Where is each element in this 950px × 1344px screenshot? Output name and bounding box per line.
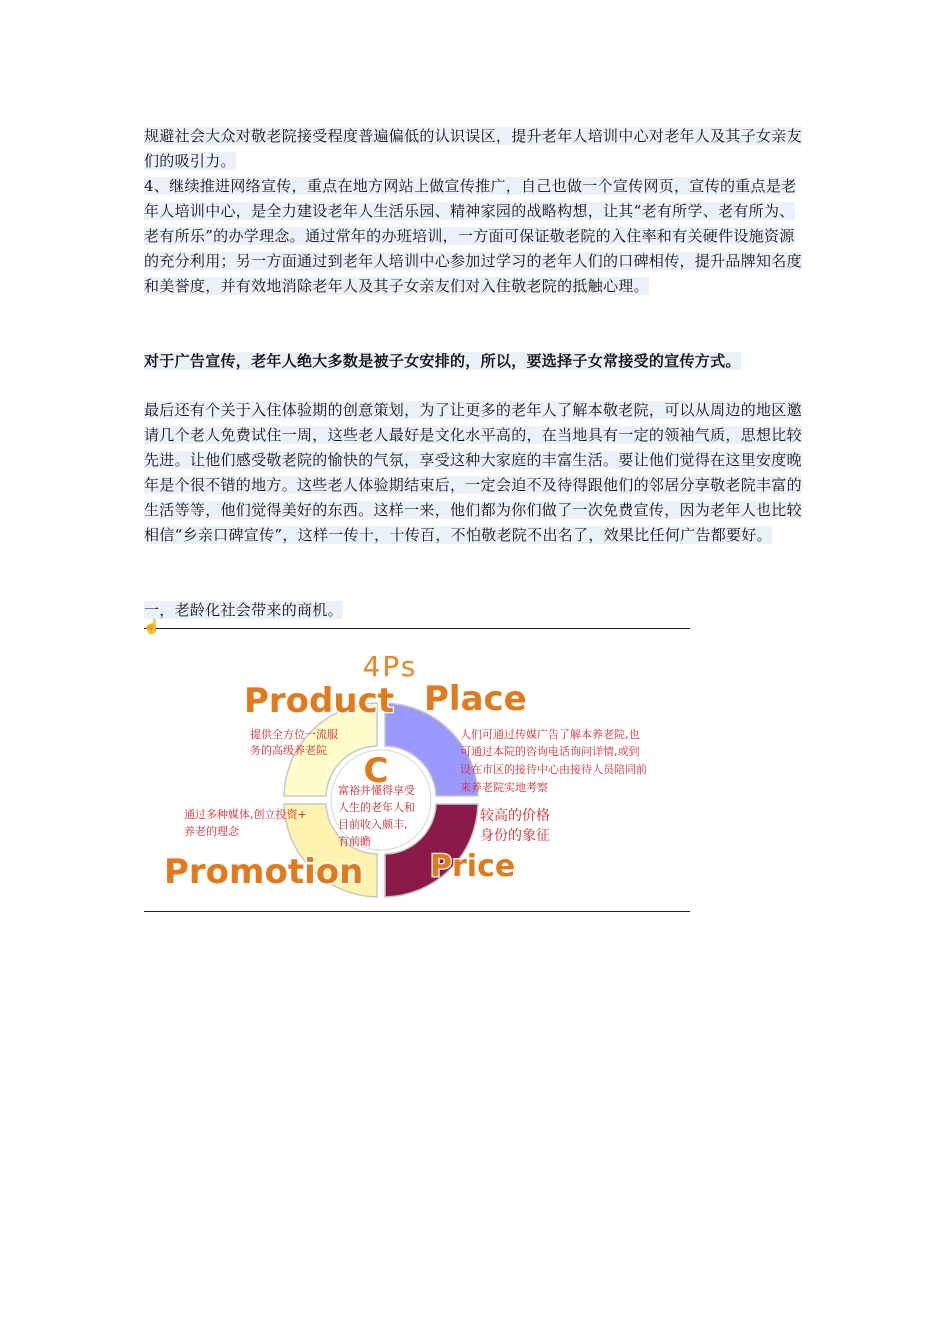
paragraph-4	[144, 398, 808, 548]
paragraph-1-text: 规避社会大众对敬老院接受程度普遍偏低的认识误区，提升老年人培训中心对老年人及其子女亲友们的吸引力。	[144, 127, 802, 170]
place-desc-line-4: 来养老院实地考察	[460, 781, 548, 794]
center-text-line-3: 目前收入颇丰,	[338, 818, 408, 831]
price-desc-line-2: 身份的象征	[480, 828, 550, 844]
paragraph-2	[144, 174, 808, 299]
center-text-line-4: 有前瞻	[338, 835, 371, 848]
place-desc-line-2: 可通过本院的咨询电话询问详情,或到	[460, 745, 640, 758]
4ps-diagram	[144, 640, 690, 908]
promotion-label: Promotion	[164, 852, 364, 892]
paragraph-4-text: 最后还有个关于入住体验期的创意策划，为了让更多的老年人了解本敬老院，可以从周边的地区邀请几个老人免费试住一周，这些老人最好是文化水平高的，在当地具有一定的领袖气质，思想比较先进。让他们感受敬老院的愉快的气氛，享受这种大家庭的丰富生活。要让他们觉得在这里安度晚年是个很不错的地方。这些老人体验期结束后，一定会迫不及待得跟他们的邻居分享敬老院丰富的生活等等，他们觉得美好的东西。这样一来，他们都为你们做了一次免费宣传，因为老年人也比较相信“乡亲口碑宣传”，这样一传十，十传百，不怕敬老院不出名了，效果比任何广告都要好。	[144, 401, 802, 544]
promotion-desc-line-1: 通过多种媒体,创立投资+	[184, 808, 307, 821]
paragraph-3-text: 对于广告宣传，老年人绝大多数是被子女安排的，所以，要选择子女常接受的宣传方式。	[144, 352, 741, 370]
place-label: Place	[424, 679, 527, 719]
center-text-line-1: 富裕并懂得享受	[338, 784, 415, 797]
diagram-bottom-rule	[144, 911, 690, 912]
product-label: Product	[244, 681, 394, 721]
diagram-title: 4Ps	[362, 650, 418, 683]
section-heading-text: 一，老龄化社会带来的商机。	[144, 601, 343, 619]
place-desc-line-1: 人们可通过传媒广告了解本养老院,也	[460, 728, 640, 741]
product-desc-line-2: 务的高级养老院	[250, 744, 327, 757]
paragraph-2-text: 4、继续推进网络宣传，重点在地方网站上做宣传推广，自己也做一个宣传网页，宣传的重点是老年人培训中心，是全力建设老年人生活乐园、精神家园的战略构想，让其“老有所学、老有所为、老有所乐”的办学理念。通过常年的办班培训，一方面可保证敬老院的入住率和有关硬件设施资源的充分利用；另一方面通过到老年人培训中心参加过学习的老年人们的口碑相传，提升品牌知名度和美誉度，并有效地消除老年人及其子女亲友们对入住敬老院的抵触心理。	[144, 177, 802, 295]
price-desc-line-1: 较高的价格	[480, 808, 550, 824]
paragraph-1	[144, 124, 808, 174]
center-text-line-2: 人生的老年人和	[338, 801, 415, 814]
paragraph-3-bold	[144, 349, 808, 374]
price-label: Price	[430, 849, 516, 884]
section-heading	[144, 598, 808, 623]
center-letter: C	[363, 751, 389, 791]
hand-cursor-icon: ☝	[143, 619, 161, 635]
diagram-top-rule	[144, 628, 690, 629]
promotion-desc-line-2: 养老的理念	[184, 825, 239, 838]
place-desc-line-3: 设在市区的接待中心由接待人员陪同前	[460, 763, 647, 776]
product-desc-line-1: 提供全方位一流服	[250, 728, 338, 741]
